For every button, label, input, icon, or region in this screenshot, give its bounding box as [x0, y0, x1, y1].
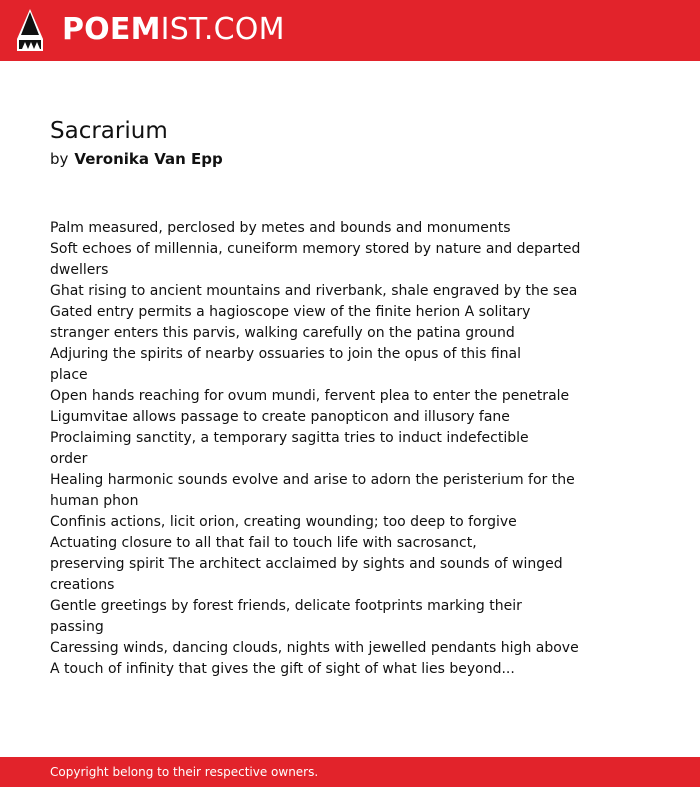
poem-line: Gated entry permits a hagioscope view of the finite herion A solitary	[50, 304, 531, 320]
logo-text-light: IST.COM	[160, 12, 285, 47]
copyright-text: Copyright belong to their respective owners.	[50, 765, 319, 779]
poem-line: Caressing winds, dancing clouds, nights with jewelled pendants high above	[50, 640, 579, 656]
poem-line: Open hands reaching for ovum mundi, fervent plea to enter the penetrale	[50, 388, 570, 404]
poem-body	[50, 218, 590, 680]
poem-line: human phon	[50, 493, 139, 509]
poem-line: Gentle greetings by forest friends, delicate footprints marking their	[50, 598, 522, 614]
poem-line: Actuating closure to all that fail to touch life with sacrosanct,	[50, 535, 477, 551]
poem-line: A touch of infinity that gives the gift of sight of what lies beyond...	[50, 661, 515, 677]
poem-line: Ligumvitae allows passage to create panopticon and illusory fane	[50, 409, 510, 425]
poem-line: Palm measured, perclosed by metes and bounds and monuments	[50, 220, 511, 236]
poem-line: Proclaiming sanctity, a temporary sagitta tries to induct indefectible	[50, 430, 529, 446]
poem-line: place	[50, 367, 88, 383]
pencil-logo-icon[interactable]	[17, 9, 43, 51]
poem-line: Confinis actions, licit orion, creating wounding; too deep to forgive	[50, 514, 517, 530]
poem-line: Healing harmonic sounds evolve and arise to adorn the peristerium for the	[50, 472, 575, 488]
poem-line: Soft echoes of millennia, cuneiform memory stored by nature and departed	[50, 241, 581, 257]
poem-line: passing	[50, 619, 104, 635]
poem-line: Adjuring the spirits of nearby ossuaries to join the opus of this final	[50, 346, 521, 362]
byline	[50, 148, 223, 170]
site-header	[0, 0, 700, 61]
site-logo[interactable]	[62, 11, 285, 49]
poem-line: order	[50, 451, 88, 467]
site-footer	[0, 757, 700, 787]
logo-text-bold: POEM	[62, 12, 161, 47]
poem-line: creations	[50, 577, 115, 593]
poem-line: dwellers	[50, 262, 109, 278]
by-label: by	[50, 150, 69, 168]
poem-title: Sacrarium	[50, 118, 168, 144]
poem-line: Ghat rising to ancient mountains and riverbank, shale engraved by the sea	[50, 283, 578, 299]
poem-line: stranger enters this parvis, walking carefully on the patina ground	[50, 325, 515, 341]
author-name: Veronika Van Epp	[74, 150, 223, 168]
poem-line: preserving spirit The architect acclaimed by sights and sounds of winged	[50, 556, 563, 572]
